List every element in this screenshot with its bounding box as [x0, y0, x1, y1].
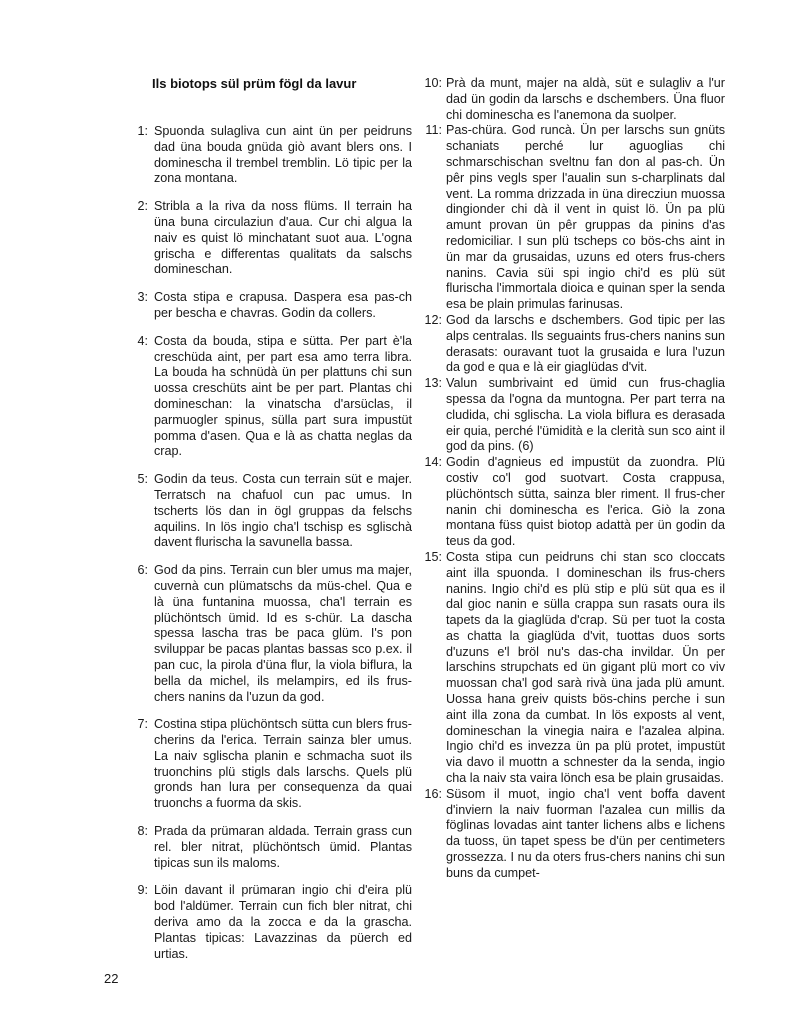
biotop-entry	[420, 550, 725, 787]
entry-number: 2:	[137, 199, 148, 214]
entry-number: 15:	[424, 549, 442, 564]
entry-number: 7:	[137, 717, 148, 732]
right-entry-list	[420, 76, 725, 882]
entry-text: Costina stipa plüchöntsch sütta cun blers frus-cherins da l'erica. Terrain sainza bler umus. La naiv sglischa planin e schmacha suot ils truonchins plü stigls dals larschs. Quels plü gronds han lura per consequenza da quai truonchs a fuorma da skis.	[154, 717, 412, 811]
entry-number: 16:	[424, 786, 442, 801]
biotop-entry	[420, 376, 725, 455]
biotop-entry	[112, 124, 412, 187]
entry-number: 5:	[137, 472, 148, 487]
biotop-entry	[112, 472, 412, 551]
entry-number: 4:	[137, 333, 148, 348]
right-column	[420, 76, 725, 882]
entry-number: 8:	[137, 824, 148, 839]
entry-text: Löin davant il prümaran ingio chi d'eira plü bod l'aldümer. Terrain cun fich bler nitrat, chi deriva amo da la zocca e da la grascha. Plantas tipicas: Lavazzinas da püerch ed urtias.	[154, 883, 412, 961]
entry-text: Valun sumbrivaint ed ümid cun frus-chaglia spessa da l'ogna da muntogna. Per part terra na cludida, chi sglischa. La viola biflura es derasada eir quia, perché l'ümidità e la clerità sun sco aint il god da pins. (6)	[446, 376, 725, 454]
entry-text: God da larschs e dschembers. God tipic per las alps centralas. Ils seguaints frus-chers nanins sun derasats: ouravant tuot la grusaida e lura l'uzun da god e qua e là eir giaglüdas d'vit.	[446, 312, 725, 375]
left-entry-list	[112, 124, 412, 962]
left-column	[112, 76, 412, 974]
entry-text: Pas-chüra. God runcà. Ün per larschs sun gnüts schaniats perché lur aguoglias chi schmarschischan sveltnu fan don al pas-ch. Ün pêr pins vegls sper l'aualin sun s-charplinats dal vent. La romma drizzada in üna direcziun muossa dingionder chi dà il vent in quist lö. Ün pa plü amunt provan ün pêr gruppas da pinins d'as redomiciliar. I sun plü tscheps co bös-chs aint in ün mar da grusaidas, uzuns ed oters frus-chers nanins. Cavia süi spi ingio chi'd es plü süt flurischa l'immortala dioica e quinan sper la senda esa be plain primulas farinusas.	[446, 123, 725, 312]
entry-number: 11:	[425, 123, 442, 138]
biotop-entry	[420, 313, 725, 376]
entry-text: Godin d'agnieus ed impustüt da zuondra. Plü costiv co'l god suotvart. Costa crappusa, plüchöntsch sütta, sainza bler riment. Il frus-cher nanin chi domineschа es l'erica. Giò la zona montana füss quist biotop adattà per ün godin da teus da god.	[446, 455, 725, 549]
biotop-entry	[420, 123, 725, 313]
biotop-entry	[112, 883, 412, 962]
entry-text: Godin da teus. Costa cun terrain süt e majer. Terratsch na chafuol cun pac umus. In tscherts lös dan in ögl gruppas da felschs aquilins. In lös ingio cha'l tschisp es sglischà davent flurischa la savunella bassa.	[154, 472, 412, 550]
entry-number: 9:	[137, 883, 148, 898]
entry-text: Prada da prümaran aldada. Terrain grass cun rel. bler nitrat, plüchöntsch ümid. Plantas tipicas sun ils maloms.	[154, 824, 412, 870]
biotop-entry	[112, 824, 412, 871]
biotop-entry	[420, 76, 725, 123]
biotop-entry	[112, 563, 412, 705]
entry-text: Spuonda sulagliva cun aint ün per peidruns dad üna bouda gnüda giò avant blers ons. I domineschа il trembel tremblin. Lö tipic per la zona montana.	[154, 124, 412, 186]
entry-text: God da pins. Terrain cun bler umus ma majer, cuvernà cun plümatschs da müs-chel. Qua e là üna funtanina muossa, cha'l terrain es plüchöntsch ümid. Id es s-chür. La dascha spessa lascha tras be paca glüm. I's pon sviluppar be pacas plantas bassas sco p.ex. il pan cuc, la pirola d'üna flur, la viola biflura, la bella da michel, ils melampirs, ed ils frus-chers nanins da l'uzun da god.	[154, 563, 412, 704]
entry-text: Prà da munt, majer na aldà, süt e sulagliv a l'ur dad ün godin da larschs e dschembers. Üna fluor chi domineschа es l'anemona da suolper.	[446, 76, 725, 122]
entry-text: Costa stipa e crapusa. Daspera esa pas-ch per bescha e chavras. Godin da collers.	[154, 290, 412, 320]
biotop-entry	[420, 787, 725, 882]
entry-number: 10:	[424, 76, 442, 90]
page-number: 22	[104, 971, 119, 986]
entry-number: 3:	[137, 290, 148, 305]
biotop-entry	[112, 334, 412, 460]
entry-text: Süsom il muot, ingio cha'l vent boffa davent d'inviern la naiv fuorman l'azalea cun millis da föglinas lovadas aint tanter lichens albs e lichens da tuoss, ün tapet spess be d'ün per centimeters grossezza. I nu da oters frus-chers nanins chi sun buns da cumpet-	[446, 786, 725, 880]
page-heading: Ils biotops sül prüm fögl da lavur	[152, 76, 357, 91]
entry-number: 14:	[424, 455, 442, 470]
biotop-entry	[112, 290, 412, 322]
entry-number: 1:	[137, 124, 148, 138]
biotop-entry	[112, 717, 412, 812]
biotop-entry	[420, 455, 725, 550]
entry-number: 6:	[137, 563, 148, 578]
entry-text: Stribla a la riva da noss flüms. Il terrain ha üna buna circulaziun d'aua. Cur chi algua la naiv es quist lö minchatant suot aua. L'ogna grischa e differentas qualitats da salschs domineschan.	[154, 199, 412, 277]
entry-text: Costa stipa cun peidruns chi stan sco cloccats aint illa spuonda. I domineschan ils frus-chers nanins. Ingio chi'd es plü stip e plü süt qua es il dal gioc nanin e sülla crappa sun rasats oura ils tapets da la giaglüda d'crap. Sü per tuot la costa as chatta la giaglüda d'vit, tuottas duos sorts d'uzuns e'l bröl nu's das-cha invildar. Ün per larschins strupchats ed ün gigant plü mort co viv muossan cha'l god sarà rivà üna jada plü amunt. Uossa hana greiv quists bös-chins perche i sun aint illa zona da cumbat. In lös exposts al vent, domineschan la vinegia naira e l'azalea alpina. Ingio chi'd es invezza ün pa plü protet, impustüt via davo il muottn a schnester da la senda, ingio cha la naiv sta vaira lönch esa be plain grusaidas.	[446, 549, 725, 786]
biotop-entry	[112, 199, 412, 278]
entry-number: 13:	[424, 376, 442, 391]
entry-text: Costa da bouda, stipa e sütta. Per part è'la creschüda aint, per part esa amo terra libra. La bouda ha schnüdà ün per plattuns chi sun uossa creschüts aint be per part. Plantas chi domineschan: la vinatscha d'arsüclas, il parmuogler spinus, sülla part sura impustüt pomma d'asen. Qua e là as chatta neglas da crap.	[154, 333, 412, 459]
entry-number: 12:	[424, 312, 442, 327]
